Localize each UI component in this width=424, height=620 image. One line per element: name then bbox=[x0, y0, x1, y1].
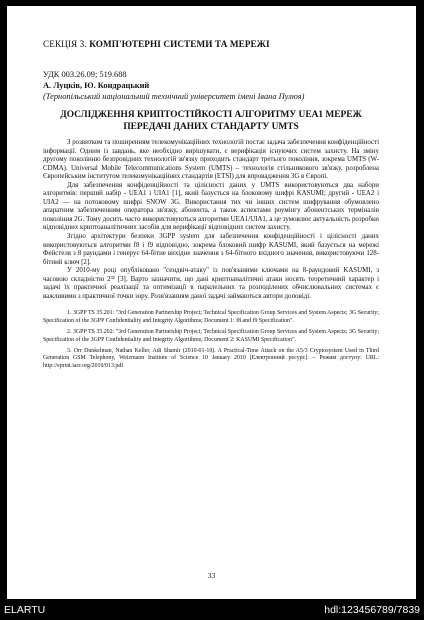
reference-1: 1. 3GPP TS 35.201: "3rd Generation Partnership Project; Technical Specification Group Services and System Aspects; 3G Security; Specification of the 3GPP Confidentiality and Integrity Algorithms; Document 1: f8 and f9 Specification". bbox=[43, 310, 379, 324]
references bbox=[43, 310, 379, 370]
paper-title-line-1: ДОСЛІДЖЕННЯ КРИПТОСТІЙКОСТІ АЛГОРИТМУ UEA1 МЕРЕЖ bbox=[60, 110, 362, 120]
body-paragraph-2: Для забезпечення конфіденційності та цілісності даних у UMTS використовуються два набори алгоритмів: перший набір - UEA1 і UIA1 [1], який базується на блоковому шифрі KASUMI; другий - UEA2 і UIA2 — на потоковому шифрі SNOW 3G. Використання тих чи інших систем шифрування обумовлено апаратним забезпеченням оператора зв'язку, абонента, а також аспектами роумінгу абонентських терміналів покоління 2G. Тому досить часто використовуються алгоритми UEA1/UIA1, а це зумовлює актуальність розробки відповідних криптоаналітичних засобів для верифікації відповідних систем захисту. bbox=[43, 181, 379, 232]
udc-code: УДК 003.26.09; 519.688 bbox=[43, 70, 127, 79]
page-number: 33 bbox=[207, 571, 216, 580]
section-heading bbox=[43, 39, 379, 49]
reference-2: 2. 3GPP TS 35.202: "3rd Generation Partnership Project; Technical Specification Group Services and System Aspects; 3G Security; Specification of the 3GPP Confidentiality and Integrity Algorithms; Document 2: KASUMI Specification". bbox=[43, 329, 379, 343]
body-paragraph-1: З розвитком та поширенням телекомунікаційних технологій постає задача забезпечення конфіденційності інформації. Одним із завдань, яке необхідно вирішувати, є верифікація існуючих систем захисту. На зміну другому поколінню безпровідних технологій зв'язку приходить стандарт третього покоління, зокрема UMTS (W-CDMA). Universal Mobile Telecommunications System (UMTS) – технологія стільникового зв'язку, розроблена Європейським інститутом телекомунікаційних стандартів (ETSI) для впровадження 3G в Європі. bbox=[43, 139, 379, 181]
handle-link[interactable]: hdl:123456789/7839 bbox=[324, 604, 420, 616]
reference-3: 3. Orr Dunkelman, Nathan Keller, Adi Shamir (2010-01-10). A Practical-Time Attack on the A5/3 Cryptosystem Used in Third Generation GSM Telephony, Weizmann Institute of Science 10 January 2010 [Електронний ресурс]. – Режим доступу: URL: http://eprint.iacr.org/2010/013.pdf bbox=[43, 348, 379, 369]
affiliation: (Тернопільський національний технічний університет імені Івана Пулюя) bbox=[43, 92, 305, 101]
section-title: КОМП'ЮТЕРНІ СИСТЕМИ ТА МЕРЕЖІ bbox=[89, 39, 270, 49]
page-content bbox=[43, 39, 379, 374]
authors: А. Луцків, Ю. Кондрацький bbox=[43, 81, 150, 90]
body-paragraph-4: У 2010-му році опубліковано "сендвіч-атаку" із пов'язаними ключами на 8-раундовий KASUMI, з часовою складністю 2³² [3]. Варто зазначити, що дані криптоаналітичні атаки носять теоретичний характер і задачі їх практичної реалізації та оптимізації в паралельних та розподілених обчислювальних системах є важливими з практичної точки зору. Розв'язанням даної задачі займаються автори доповіді. bbox=[43, 267, 379, 300]
body-paragraph-3: Згідно архітектури безпеки 3GPP system для забезпечення конфіденційності і цілісності даних використовуються алгоритми f8 і f9 відповідно, зокрема блоковий шифр KASUMI, який базується на мережі Фейстеля з 8 раундами і генерує 64-бітне вихідне значення з 64-бітного вхідного значення, використовуючи 128-бітний ключ [2]. bbox=[43, 233, 379, 266]
repository-label: ELARTU bbox=[4, 604, 46, 616]
section-label: СЕКЦІЯ 3. bbox=[43, 39, 87, 49]
paper-title bbox=[43, 109, 379, 133]
paper-title-line-2: ПЕРЕДАЧІ ДАНИХ СТАНДАРТУ UMTS bbox=[123, 122, 299, 132]
viewer-footer bbox=[0, 604, 424, 618]
document-page bbox=[7, 6, 416, 599]
